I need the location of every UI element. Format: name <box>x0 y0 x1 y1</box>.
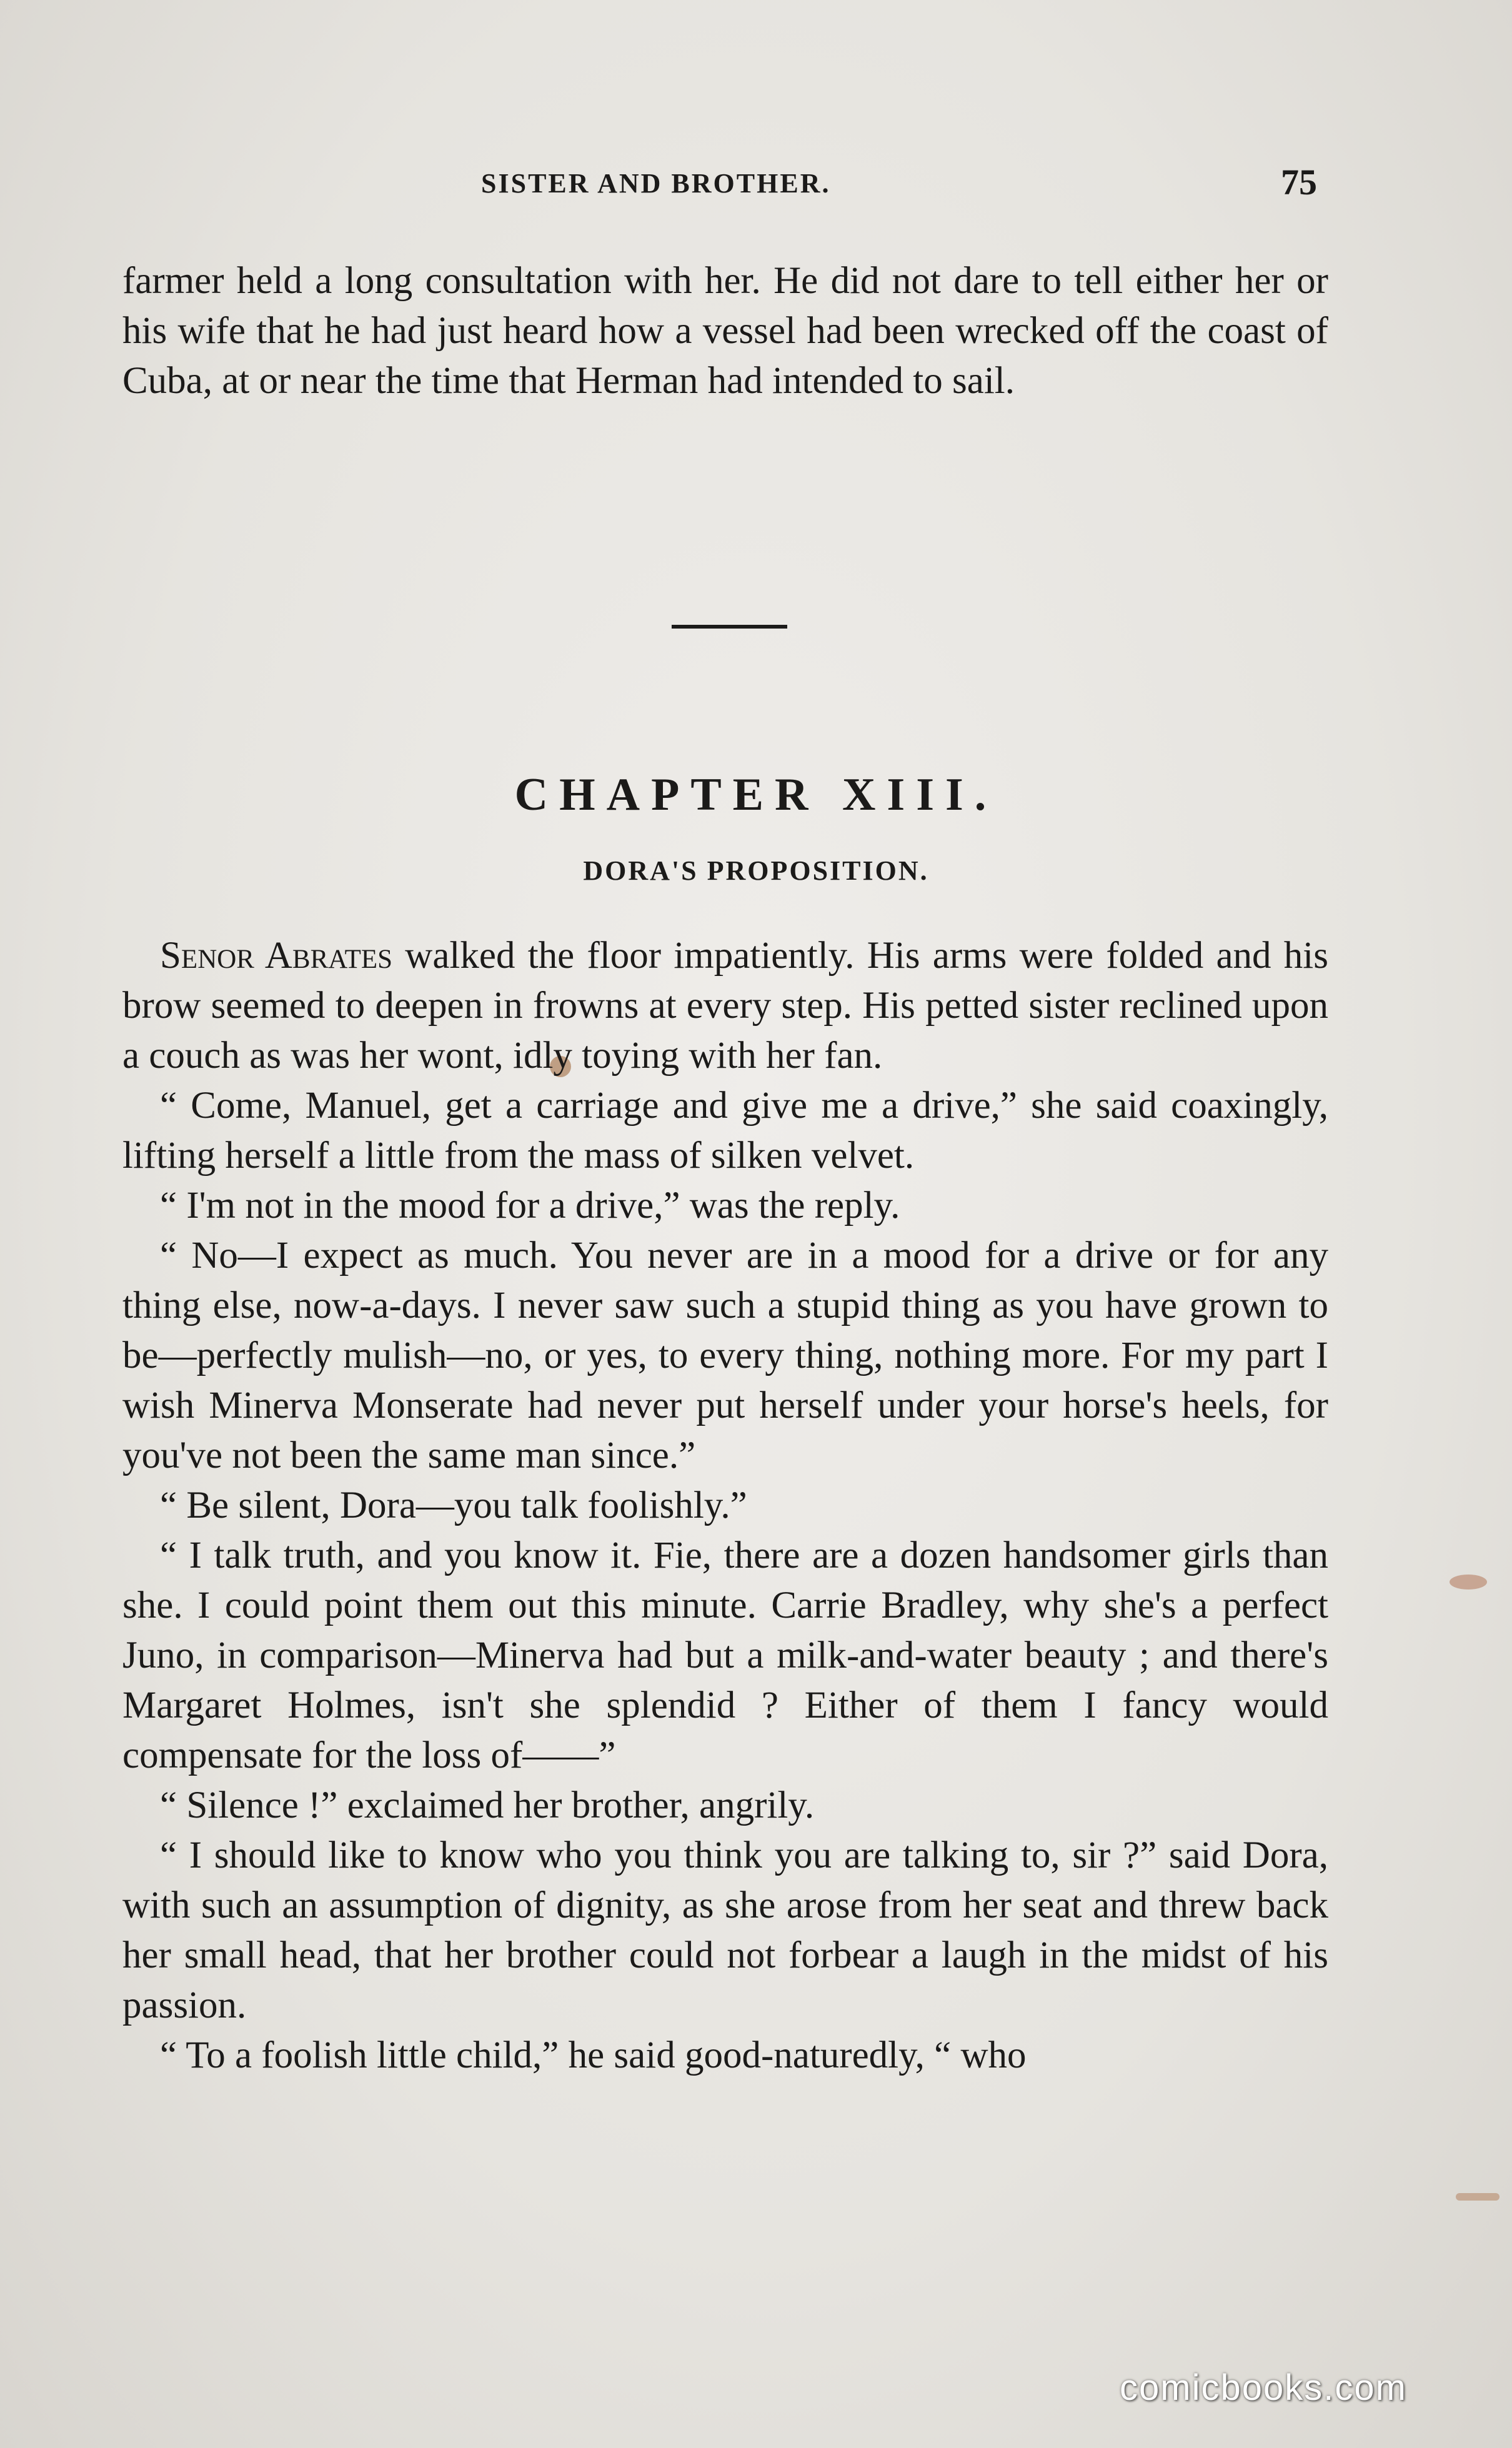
paragraph: “ To a foolish little child,” he said good-naturedly, “ who <box>160 2034 1027 2076</box>
paragraph: “ Be silent, Dora—you talk foolishly.” <box>160 1485 747 1526</box>
chapter-subtitle: DORA'S PROPOSITION. <box>583 855 929 886</box>
paper-stain <box>1456 2193 1500 2201</box>
chapter-title: CHAPTER XIII. <box>514 769 998 820</box>
paragraph: farmer held a long consultation with her. He did not dare to tell either her or his wife that he had just heard how a vessel had been wrecked off the coast of Cuba, at or near the time that Herman had intended to sail. <box>122 260 1328 402</box>
section-divider <box>672 625 787 629</box>
paragraph <box>122 931 1328 1081</box>
paragraph: “ Come, Manuel, get a carriage and give me a drive,” she said coaxingly, lifting herself a little from the mass of silken velvet. <box>122 1085 1328 1177</box>
paragraph: “ I talk truth, and you know it. Fie, there are a dozen handsomer girls than she. I could point them out this minute. Carrie Bradley, why she's a perfect Juno, in comparison—Minerva had but a milk-and-water beauty ; and there's Margaret Holmes, isn't she splendid ? Either of them I fancy would compensate for the loss of——” <box>122 1535 1328 1776</box>
character-name: Senor Abrates <box>160 935 393 977</box>
paragraph: “ No—I expect as much. You never are in a mood for a drive or for any thing else, now-a-days. I never saw such a stupid thing as you have grown to be—perfectly mulish—no, or yes, to every thing, nothing more. For my part I wish Minerva Monserate had never put herself under your horse's heels, for you've not been the same man since.” <box>122 1235 1328 1476</box>
opening-text <box>122 256 1328 406</box>
page-number: 75 <box>1281 162 1317 202</box>
paragraph-text: walked the floor impatiently. His arms were folded and his brow seemed to deepen in frowns at every step. His petted sister reclined upon a couch as was her wont, idly toying with her fan. <box>122 935 1328 1077</box>
chapter-body <box>122 931 1328 2081</box>
paragraph: “ I should like to know who you think you are talking to, sir ?” said Dora, with such an assumption of dignity, as she arose from her seat and threw back her small head, that her brother could not forbear a laugh in the midst of his passion. <box>122 1834 1328 2026</box>
watermark: comicbooks.com <box>1120 2367 1407 2408</box>
paper-stain <box>1450 1575 1487 1590</box>
paragraph: “ I'm not in the mood for a drive,” was the reply. <box>160 1185 900 1226</box>
paragraph: “ Silence !” exclaimed her brother, angrily. <box>160 1784 815 1826</box>
running-title: SISTER AND BROTHER. <box>481 168 831 199</box>
